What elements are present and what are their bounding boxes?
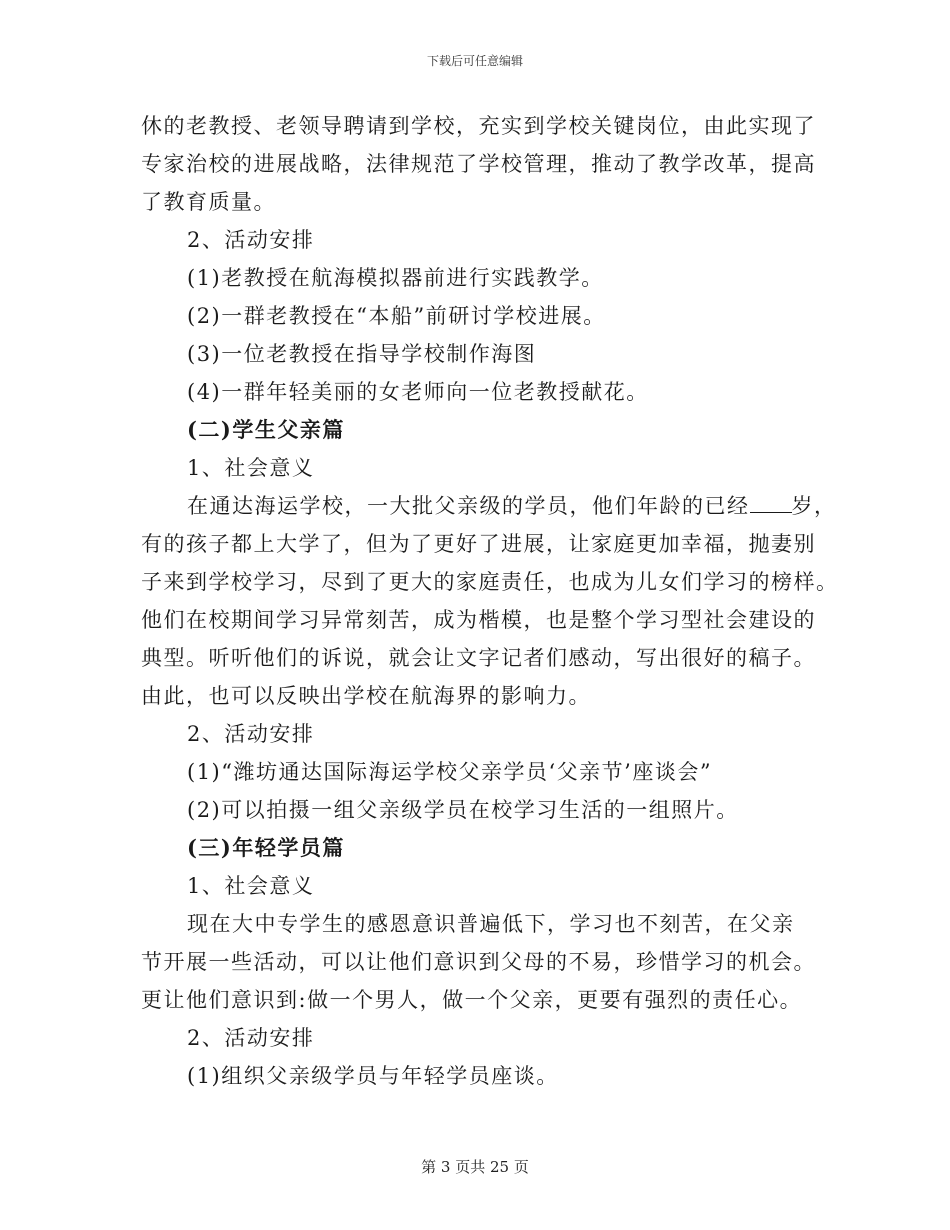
section-heading-students-fathers: (二)学生父亲篇: [187, 417, 345, 442]
list-item: (1)老教授在航海模拟器前进行实践教学。: [187, 266, 604, 290]
section-subheading: 1、社会意义: [187, 456, 315, 480]
section-subheading: 2、活动安排: [187, 1026, 315, 1050]
paragraph-line: 节开展一些活动，可以让他们意识到父母的不易，珍惜学习的机会。: [141, 950, 816, 974]
paragraph-line: 了教育质量。: [141, 190, 276, 214]
paragraph-line: 休的老教授、老领导聘请到学校，充实到学校关键岗位，由此实现了: [141, 114, 816, 138]
paragraph-line: 现在大中专学生的感恩意识普遍低下，学习也不刻苦，在父亲: [187, 912, 795, 936]
list-item: (3)一位老教授在指导学校制作海图: [187, 342, 537, 366]
list-item: (4)一群年轻美丽的女老师向一位老教授献花。: [187, 380, 649, 404]
list-item: (1)“潍坊通达国际海运学校父亲学员‘父亲节’座谈会”: [187, 760, 713, 784]
paragraph-line: 更让他们意识到:做一个男人，做一个父亲，更要有强烈的责任心。: [141, 988, 803, 1012]
list-item: (1)组织父亲级学员与年轻学员座谈。: [187, 1064, 559, 1088]
list-item: (2)可以拍摄一组父亲级学员在校学习生活的一组照片。: [187, 798, 739, 822]
paragraph-line: 由此，也可以反映出学校在航海界的影响力。: [141, 684, 591, 708]
page-header: 下载后可任意编辑: [426, 54, 523, 68]
paragraph-line: 他们在校期间学习异常刻苦，成为楷模，也是整个学习型社会建设的: [141, 608, 816, 632]
paragraph-line: 典型。听听他们的诉说，就会让文字记者们感动，写出很好的稿子。: [141, 646, 816, 670]
section-heading-young-students: (三)年轻学员篇: [187, 835, 345, 860]
section-subheading: 2、活动安排: [187, 722, 315, 746]
paragraph-line: 专家治校的进展战略，法律规范了学校管理，推动了教学改革，提高: [141, 152, 816, 176]
section-subheading: 2、活动安排: [187, 228, 315, 252]
paragraph-text: 在通达海运学校，一大批父亲级的学员，他们年龄的已经: [187, 494, 750, 518]
paragraph-text: 岁，: [791, 494, 837, 518]
page-footer: 第 3 页共 25 页: [421, 1158, 529, 1176]
paragraph-line-with-blank: [141, 487, 837, 525]
paragraph-line: 有的孩子都上大学了，但为了更好了进展，让家庭更加幸福，抛妻别: [141, 532, 816, 556]
document-body: [141, 107, 839, 1095]
section-subheading: 1、社会意义: [187, 874, 315, 898]
paragraph-line: 子来到学校学习，尽到了更大的家庭责任，也成为儿女们学习的榜样。: [141, 570, 839, 594]
fill-in-blank: [750, 494, 792, 513]
list-item: (2)一群老教授在“本船”前研讨学校进展。: [187, 304, 606, 328]
